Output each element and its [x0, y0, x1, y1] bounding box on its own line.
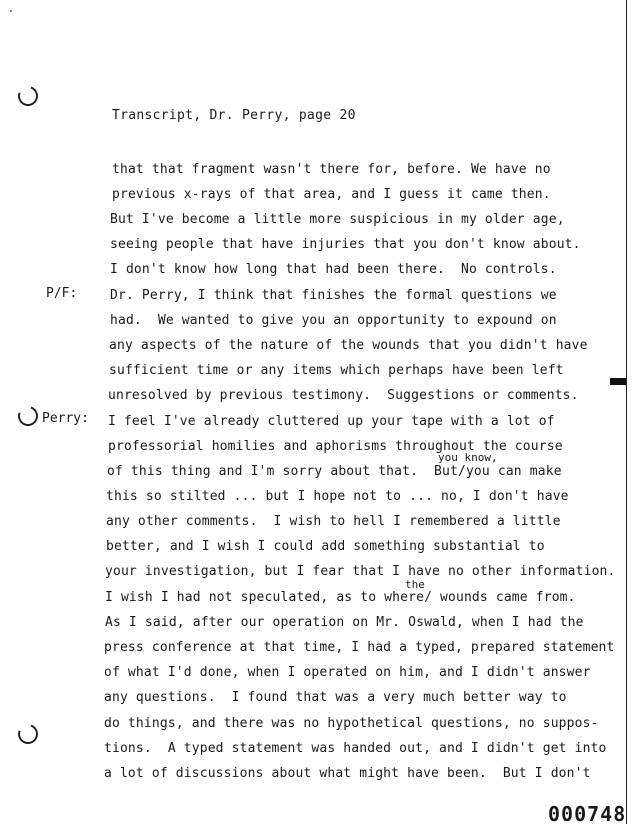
transcript-line: previous x-rays of that area, and I guess it came then. [112, 187, 551, 202]
speaker-label-pf: P/F: [46, 286, 78, 301]
page-edge-line [626, 0, 627, 824]
transcript-line: better, and I wish I could add something substantial to [106, 539, 545, 554]
transcript-line: sufficient time or any items which perhaps have been left [109, 363, 564, 378]
transcript-line: of this thing and I'm sorry about that. But/you can make [107, 464, 562, 479]
document-number: 000748 [548, 802, 627, 826]
transcript-line: I don't know how long that had been there. No controls. [110, 262, 557, 277]
transcript-line: unresolved by previous testimony. Suggestions or comments. [108, 388, 579, 403]
transcript-line: seeing people that have injuries that you don't know about. [110, 237, 581, 252]
transcript-line: As I said, after our operation on Mr. Oswald, when I had the [105, 615, 584, 630]
transcript-line: tions. A typed statement was handed out, and I didn't get into [104, 741, 607, 756]
binder-hole-icon [15, 403, 42, 430]
transcript-line: of what I'd done, when I operated on him, and I didn't answer [104, 665, 591, 680]
transcript-line: do things, and there was no hypothetical questions, no suppos- [104, 716, 599, 731]
transcript-line: any other comments. I wish to hell I remembered a little [106, 514, 561, 529]
transcript-line: your investigation, but I fear that I have no other information. [105, 564, 616, 579]
transcript-line: a lot of discussions about what might have been. But I don't [104, 766, 591, 781]
handwritten-insertion-the: the [405, 578, 425, 591]
transcript-line: Dr. Perry, I think that finishes the formal questions we [110, 288, 557, 303]
transcript-line: that that fragment wasn't there for, before. We have no [112, 162, 551, 177]
transcript-line: any questions. I found that was a very much better way to [104, 690, 567, 705]
binder-hole-icon [15, 83, 42, 110]
transcript-line: I feel I've already cluttered up your tape with a lot of [108, 414, 555, 429]
speaker-label-perry: Perry: [42, 411, 89, 426]
transcript-line: this so stilted ... but I hope not to ... no, I don't have [106, 489, 569, 504]
transcript-header: Transcript, Dr. Perry, page 20 [112, 108, 356, 123]
transcript-line: professorial homilies and aphorisms throughout the course [108, 439, 563, 454]
transcript-line: press conference at that time, I had a typed, prepared statement [104, 640, 615, 655]
handwritten-insertion-you-know: you know, [438, 451, 498, 464]
transcript-line: But I've become a little more suspicious in my older age, [110, 212, 565, 227]
transcript-line: any aspects of the nature of the wounds that you didn't have [109, 338, 588, 353]
transcript-line: had. We wanted to give you an opportunity to expound on [110, 313, 557, 328]
page-edge-mark [610, 378, 626, 385]
scan-speck [10, 10, 12, 12]
binder-hole-icon [15, 721, 42, 748]
transcript-line: I wish I had not speculated, as to where/ wounds came from. [105, 590, 576, 605]
